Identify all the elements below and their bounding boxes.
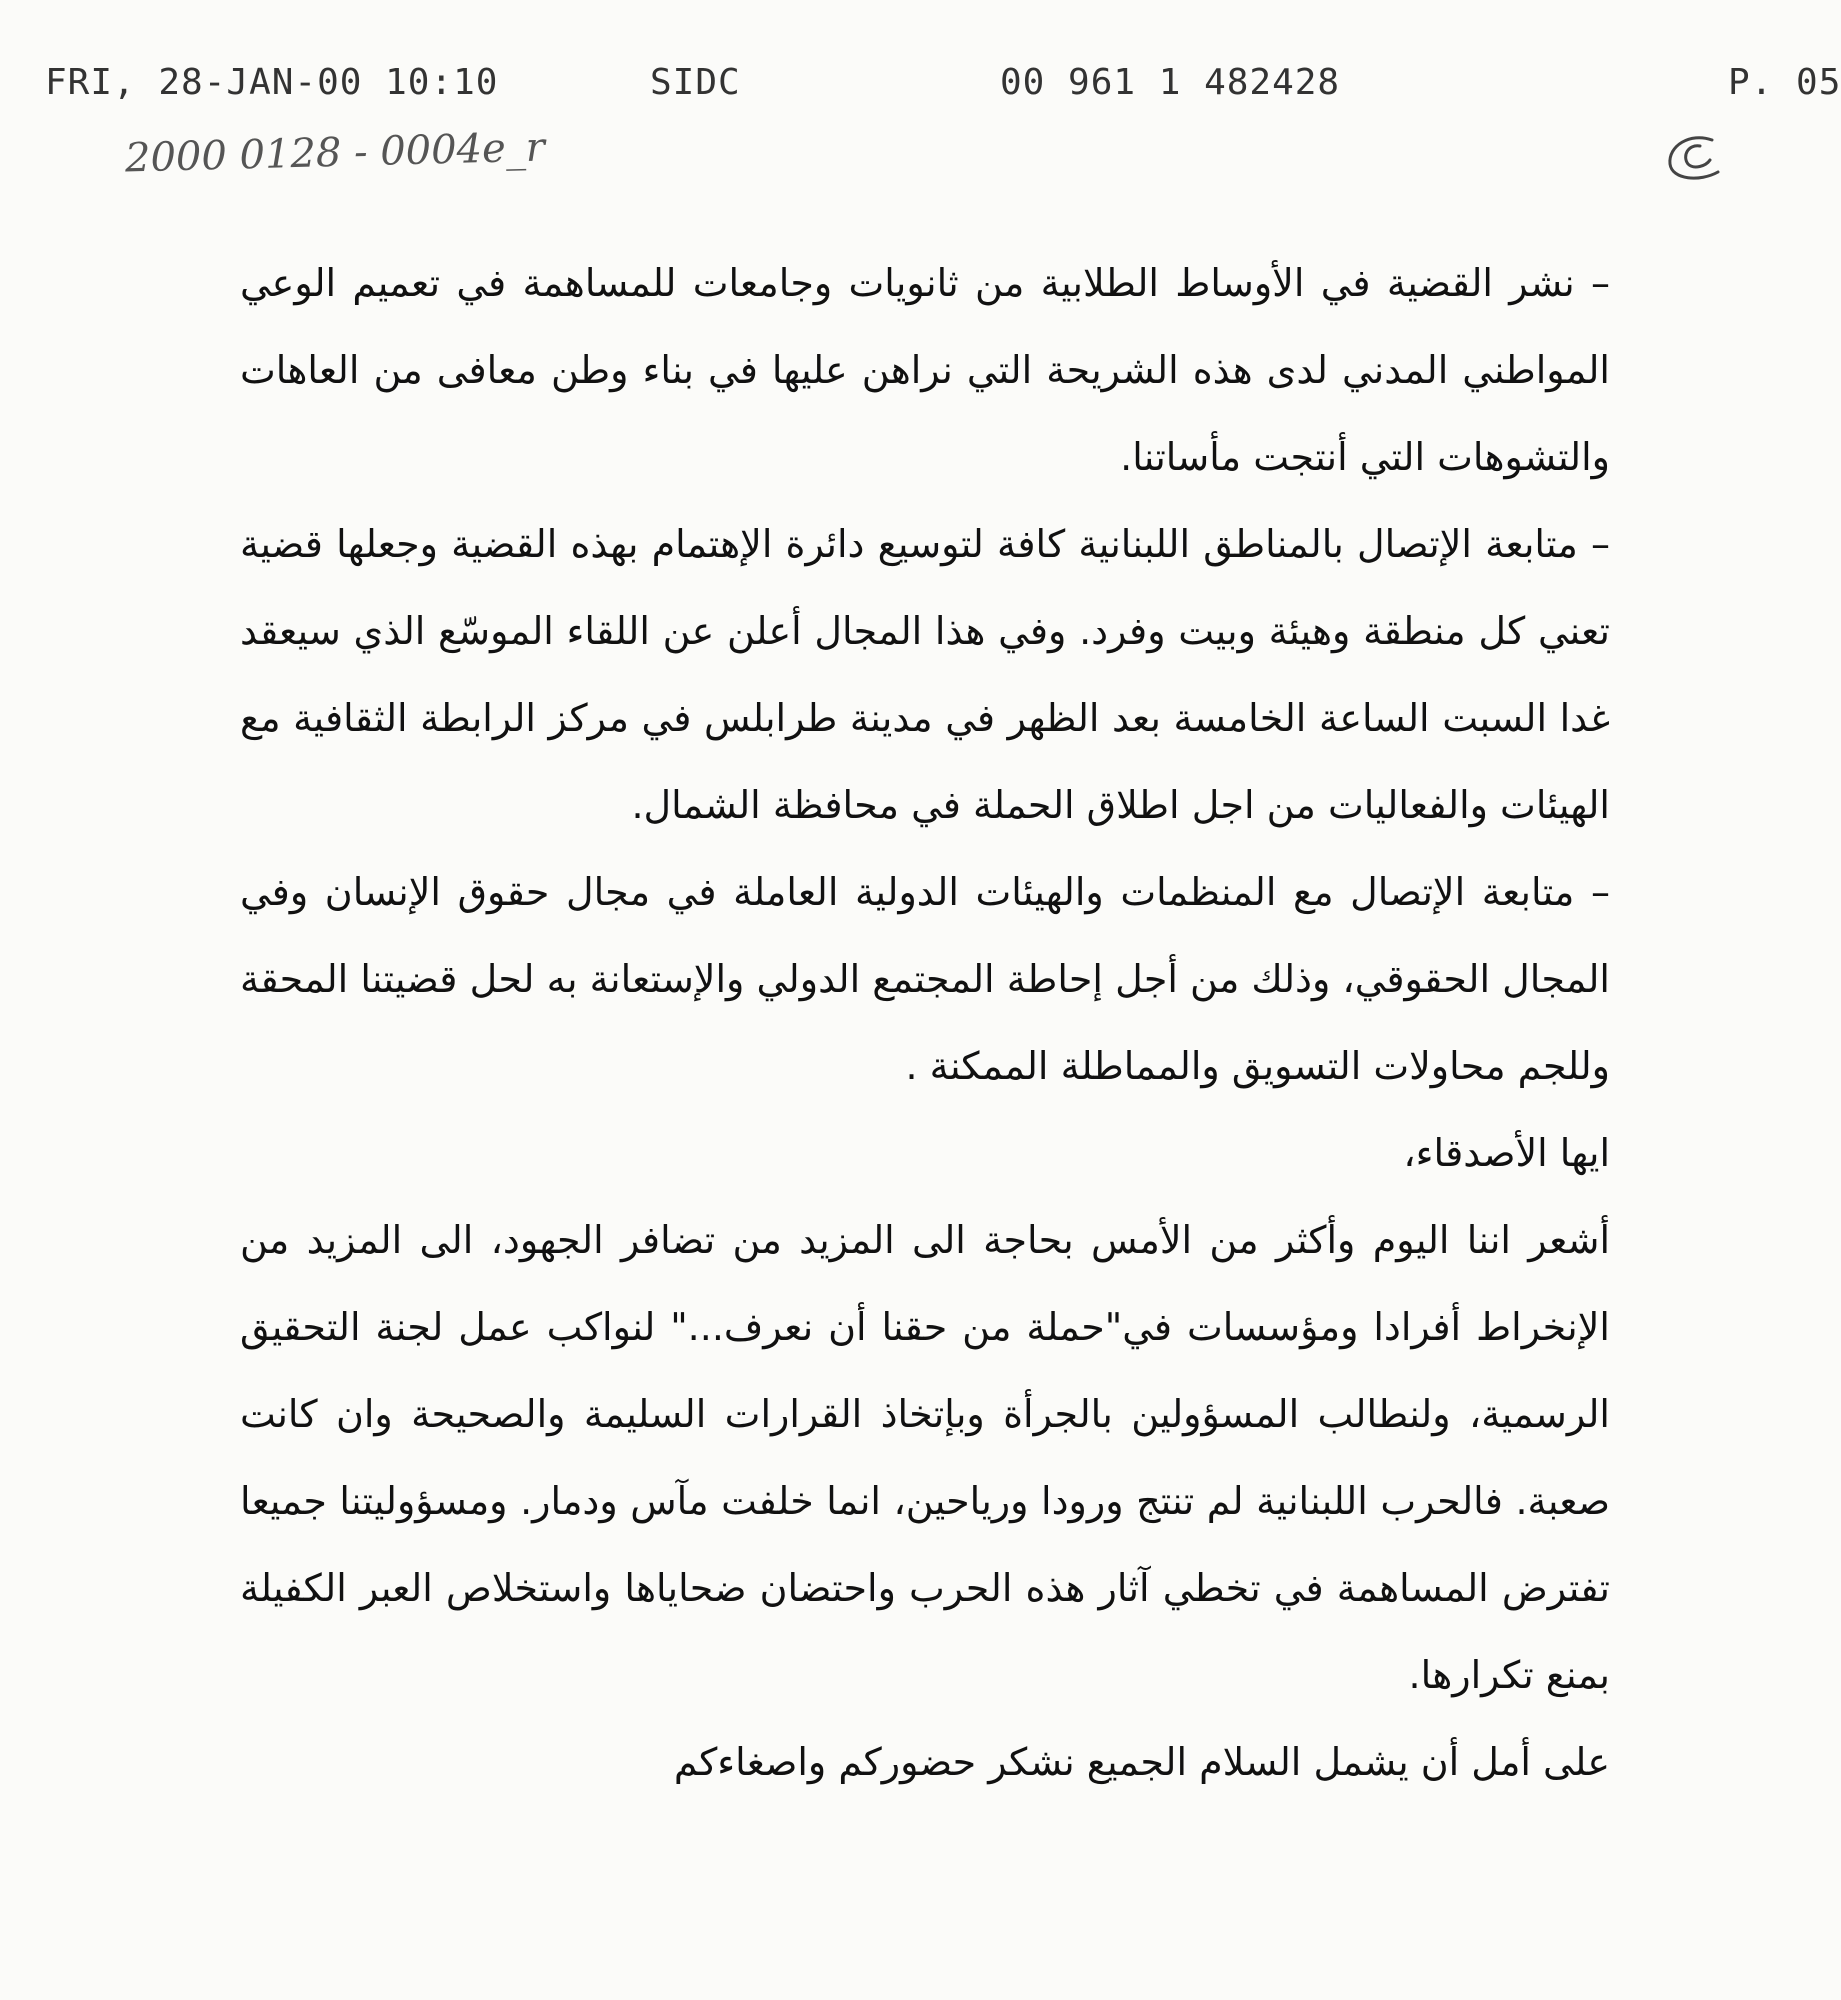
- fax-header: [0, 62, 1841, 122]
- paragraph-3: – متابعة الإتصال مع المنظمات والهيئات الدولية العاملة في مجال حقوق الإنسان وفي المجال الحقوقي، وذلك من أجل إحاطة المجتمع الدولي والإستعانة به لحل قضيتنا المحقة وللجم محاولات التسويق والمماطلة الممكنة .: [240, 870, 1610, 1088]
- paragraph-2: – متابعة الإتصال بالمناطق اللبنانية كافة لتوسيع دائرة الإهتمام بهذه القضية وجعلها قضية تعني كل منطقة وهيئة وبيت وفرد. وفي هذا المجال أعلن عن اللقاء الموسّع الذي سيعقد غدا السبت الساعة الخامسة بعد الظهر في مدينة طرابلس في مركز الرابطة الثقافية مع الهيئات والفعاليات من اجل اطلاق الحملة في محافظة الشمال.: [240, 522, 1610, 827]
- paragraph-1: – نشر القضية في الأوساط الطلابية من ثانويات وجامعات للمساهمة في تعميم الوعي المواطني المدني لدى هذه الشريحة التي نراهن عليها في بناء وطن معافى من العاهات والتشوهات التي أنتجت مأساتنا.: [240, 261, 1610, 479]
- letter-body: [240, 240, 1610, 1806]
- handwritten-mark-icon: [1660, 128, 1730, 188]
- fax-date-time: FRI, 28-JAN-00 10:10: [45, 62, 499, 103]
- fax-sender: SIDC: [650, 62, 741, 103]
- fax-page-number: P. 05: [1728, 62, 1841, 103]
- paragraph-4: أشعر اننا اليوم وأكثر من الأمس بحاجة الى المزيد من تضافر الجهود، الى المزيد من الإنخراط أفرادا ومؤسسات في"حملة من حقنا أن نعرف..." لنواكب عمل لجنة التحقيق الرسمية، ولنطالب المسؤولين بالجرأة وبإتخاذ القرارات السليمة والصحيحة وان كانت صعبة. فالحرب اللبنانية لم تنتج ورودا ورياحين، انما خلفت مآس ودمار. ومسؤوليتنا جميعا تفترض المساهمة في تخطي آثار هذه الحرب واحتضان ضحاياها واستخلاص العبر الكفيلة بمنع تكرارها.: [240, 1218, 1610, 1697]
- fax-phone-number: 00 961 1 482428: [1000, 62, 1341, 103]
- handwritten-reference-number: 2000 0128 - 0004e_r: [124, 124, 546, 182]
- salutation: ايها الأصدقاء،: [1403, 1131, 1610, 1175]
- closing-line: على أمل أن يشمل السلام الجميع نشكر حضوركم واصغاءكم: [673, 1740, 1610, 1784]
